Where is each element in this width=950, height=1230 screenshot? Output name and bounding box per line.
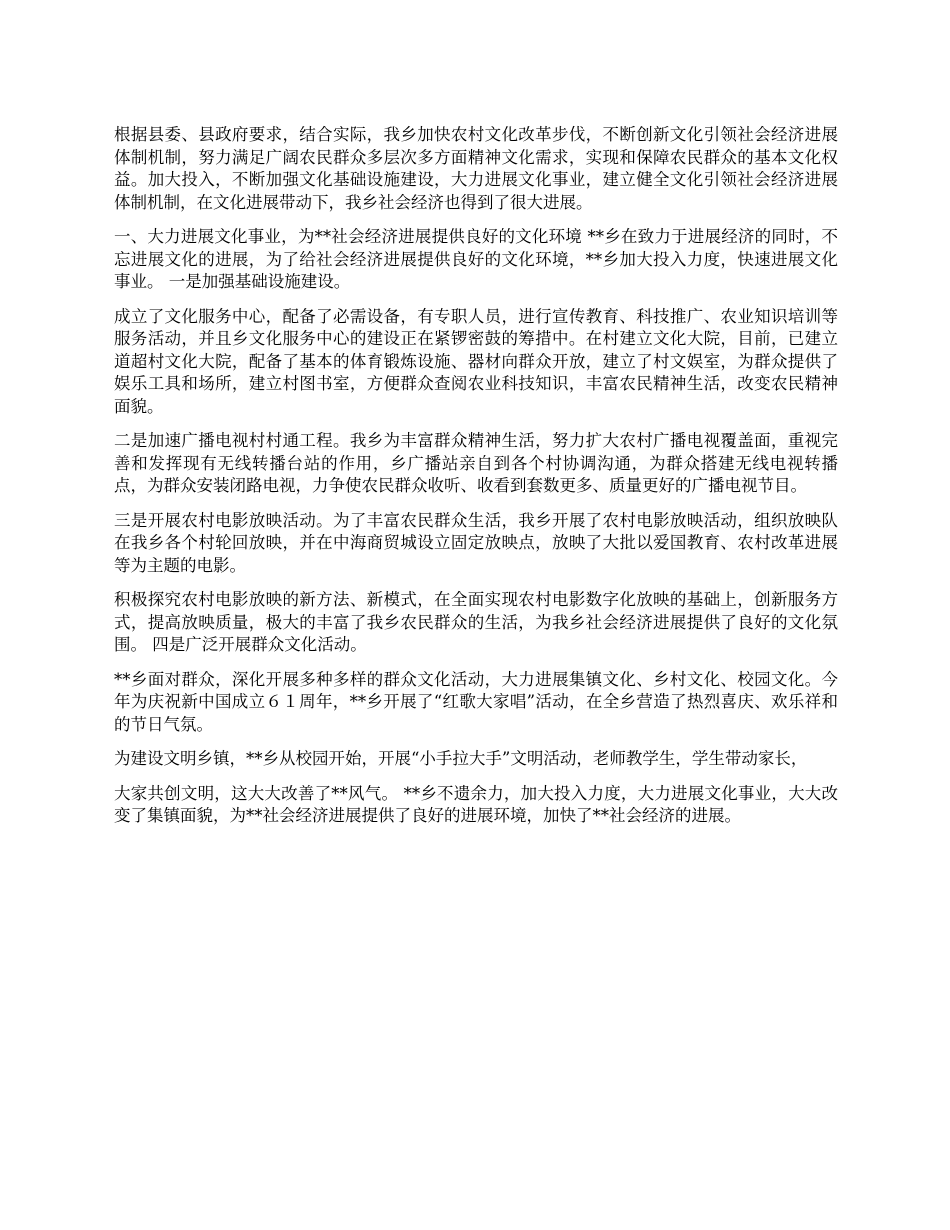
paragraph-film-methods: 积极探究农村电影放映的新方法、新模式，在全面实现农村电影数字化放映的基础上，创新服务方式，提高放映质量，极大的丰富了我乡农民群众的生活，为我乡社会经济进展提供了良好的文化氛围。 四是广泛开展群众文化活动。 [114, 590, 838, 654]
paragraph-section-one: 一、大力进展文化事业，为**社会经济进展提供良好的文化环境 **乡在致力于进展经济的同时，不忘进展文化的进展，为了给社会经济进展提供良好的文化环境，**乡加大投入力度，快速进展文化事业。 一是加强基础设施建设。 [114, 227, 838, 291]
paragraph-conclusion: 大家共创文明，这大大改善了**风气。 **乡不遗余力，加大投入力度，大力进展文化事业，大大改变了集镇面貌，为**社会经济进展提供了良好的进展环境，加快了**社会经济的进展。 [114, 783, 838, 825]
paragraph-broadcast: 二是加速广播电视村村通工程。我乡为丰富群众精神生活，努力扩大农村广播电视覆盖面，重视完善和发挥现有无线转播台站的作用，乡广播站亲自到各个村协调沟通，为群众搭建无线电视转播点，为群众安装闭路电视，力争使农民群众收听、收看到套数更多、质量更好的广播电视节目。 [114, 431, 838, 495]
document-body [114, 124, 838, 840]
paragraph-culture-center: 成立了文化服务中心，配备了必需设备，有专职人员，进行宣传教育、科技推广、农业知识培训等服务活动，并且乡文化服务中心的建设正在紧锣密鼓的筹措中。在村建立文化大院，目前，已建立道超村文化大院，配备了基本的体育锻炼设施、器材向群众开放，建立了村文娱室，为群众提供了娱乐工具和场所，建立村图书室，方便群众查阅农业科技知识，丰富农民精神生活，改变农民精神面貌。 [114, 306, 838, 416]
paragraph-mass-activities: **乡面对群众，深化开展多种多样的群众文化活动，大力进展集镇文化、乡村文化、校园文化。今年为庆祝新中国成立６１周年，**乡开展了“红歌大家唱”活动，在全乡营造了热烈喜庆、欢乐祥和的节日气氛。 [114, 669, 838, 734]
paragraph-intro: 根据县委、县政府要求，结合实际，我乡加快农村文化改革步伐，不断创新文化引领社会经济进展体制机制，努力满足广阔农民群众多层次多方面精神文化需求，实现和保障农民群众的基本文化权益。加大投入，不断加强文化基础设施建设，大力进展文化事业，建立健全文化引领社会经济进展体制机制，在文化进展带动下，我乡社会经济也得到了很大进展。 [114, 125, 838, 212]
paragraph-civilization: 为建设文明乡镇，**乡从校园开始，开展“小手拉大手”文明活动，老师教学生，学生带动家长， [114, 749, 808, 768]
paragraph-film-screening: 三是开展农村电影放映活动。为了丰富农民群众生活，我乡开展了农村电影放映活动，组织放映队在我乡各个村轮回放映，并在中海商贸城设立固定放映点，放映了大批以爱国教育、农村改革进展等为主题的电影。 [114, 510, 838, 575]
